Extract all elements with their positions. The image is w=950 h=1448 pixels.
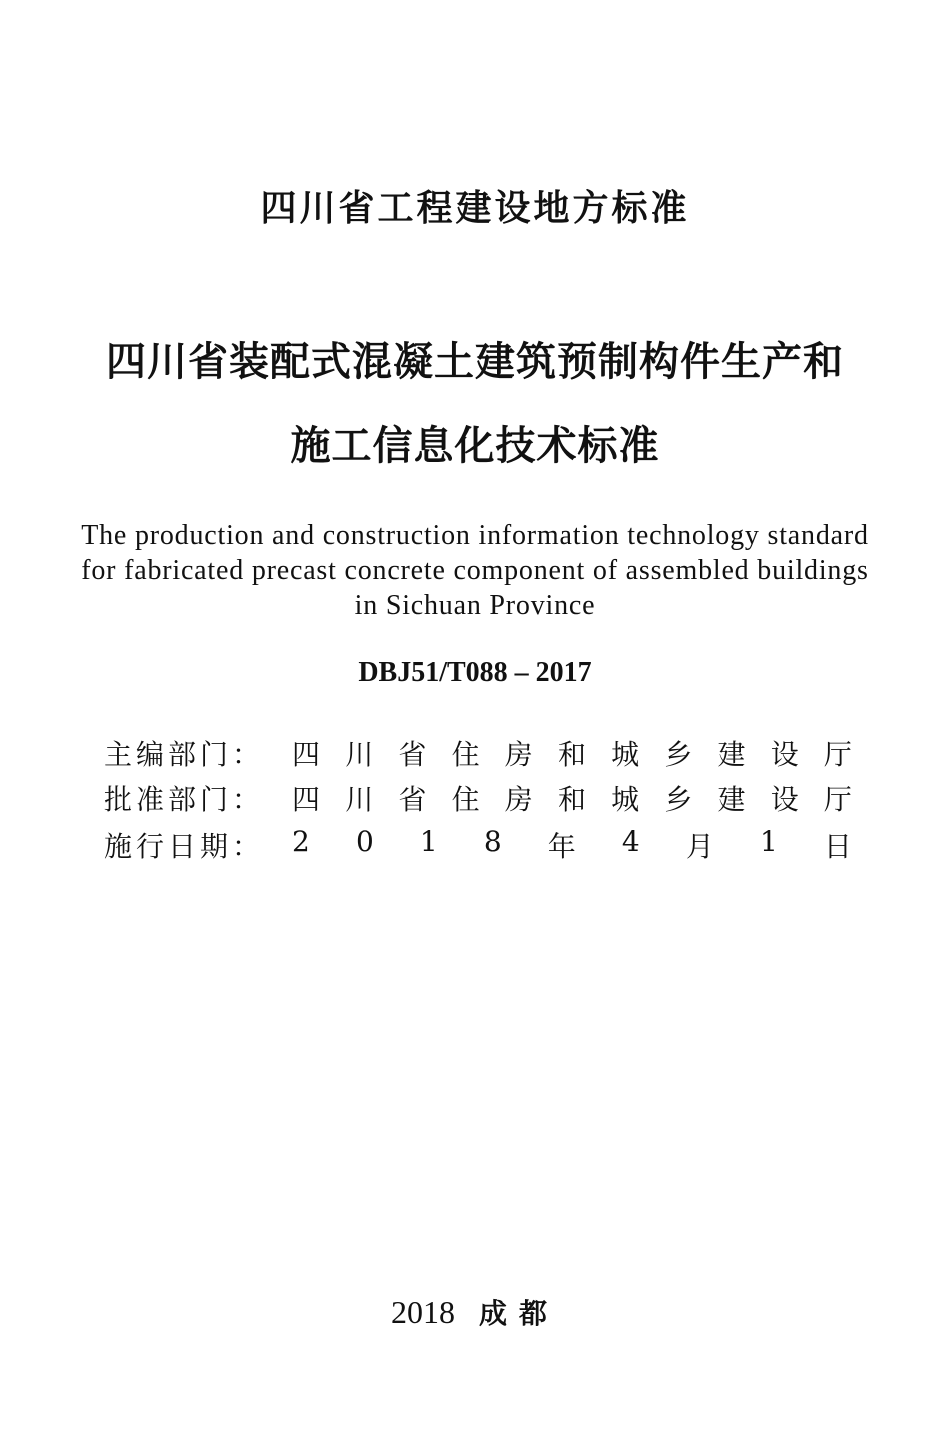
date-label: 施行日期： [104, 830, 265, 863]
publication-city: 成都 [478, 1297, 559, 1330]
info-char: 1 [759, 825, 778, 858]
info-char: 川 [345, 738, 374, 771]
info-char: 设 [770, 783, 799, 816]
title-line-2: 施工信息化技术标准 [290, 423, 660, 469]
info-char: 年 [547, 830, 576, 863]
publication-year: 2018 [390, 1294, 455, 1330]
title-line-1: 四川省装配式混凝土建筑预制构件生产和 [106, 339, 844, 385]
info-char: 日 [823, 830, 852, 863]
info-char: 0 [355, 825, 374, 858]
editor-value [292, 733, 852, 773]
info-char: 城 [611, 738, 640, 771]
info-char: 月 [685, 830, 714, 863]
editor-label: 主编部门： [104, 738, 265, 771]
info-char: 厅 [823, 783, 852, 816]
info-char: 8 [483, 825, 502, 858]
info-char: 1 [419, 825, 438, 858]
info-char: 和 [557, 783, 586, 816]
approver-value [292, 778, 852, 818]
info-char: 乡 [664, 738, 693, 771]
english-title-line-2: for fabricated precast concrete component of assembled buildings [81, 555, 869, 586]
info-char: 省 [398, 783, 427, 816]
date-value [292, 825, 852, 865]
info-char: 设 [770, 738, 799, 771]
info-char: 4 [621, 825, 640, 858]
info-char: 房 [504, 783, 533, 816]
approver-row [104, 778, 864, 818]
series-heading: 四川省工程建设地方标准 [260, 188, 690, 229]
publication-footer [0, 1292, 950, 1332]
info-char: 川 [345, 783, 374, 816]
english-title-line-1: The production and construction information technology standard [81, 520, 869, 551]
info-char: 房 [504, 738, 533, 771]
info-char: 建 [717, 783, 746, 816]
info-char: 省 [398, 738, 427, 771]
info-char: 2 [292, 825, 310, 858]
info-char: 住 [451, 783, 480, 816]
info-char: 住 [451, 738, 480, 771]
english-title [0, 518, 950, 623]
info-char: 城 [611, 783, 640, 816]
standard-code: DBJ51/T088 – 2017 [358, 657, 592, 688]
date-row [104, 825, 864, 865]
info-char: 四 [292, 783, 321, 816]
english-title-line-3: in Sichuan Province [354, 590, 596, 621]
info-char: 建 [717, 738, 746, 771]
info-char: 乡 [664, 783, 693, 816]
info-char: 四 [292, 738, 321, 771]
editor-row [104, 733, 864, 773]
approver-label: 批准部门： [104, 783, 265, 816]
info-char: 和 [557, 738, 586, 771]
info-char: 厅 [823, 738, 852, 771]
